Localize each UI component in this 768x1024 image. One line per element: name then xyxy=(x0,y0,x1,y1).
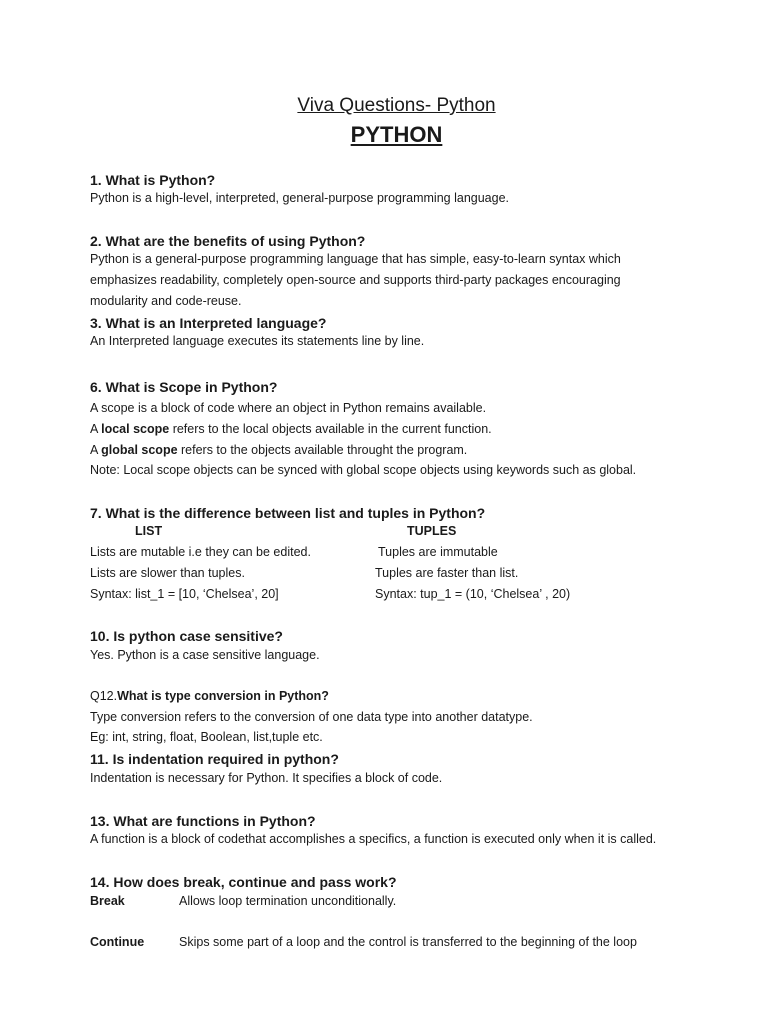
global-prefix: A xyxy=(90,443,102,457)
question-6: 6. What is Scope in Python? xyxy=(90,379,278,395)
tuple-row-1: Tuples are immutable xyxy=(378,545,498,559)
list-row-3: Syntax: list_1 = [10, ‘Chelsea’, 20] xyxy=(90,587,279,601)
tuple-row-3: Syntax: tup_1 = (10, ‘Chelsea’ , 20) xyxy=(375,587,571,601)
break-definition: Allows loop termination unconditionally. xyxy=(179,894,397,908)
question-12 xyxy=(90,689,329,703)
answer-6-global-scope xyxy=(90,443,467,457)
question-12-prefix: Q12. xyxy=(90,689,118,703)
tuple-row-2: Tuples are faster than list. xyxy=(375,566,519,580)
tuples-column-header: TUPLES xyxy=(407,524,457,538)
answer-1: Python is a high-level, interpreted, general-purpose programming language. xyxy=(90,191,510,205)
question-11: 11. Is indentation required in python? xyxy=(90,751,339,767)
answer-2-line-1: Python is a general-purpose programming language that has simple, easy-to-learn syntax which xyxy=(90,252,621,266)
list-row-2: Lists are slower than tuples. xyxy=(90,566,245,580)
question-10: 10. Is python case sensitive? xyxy=(90,628,283,644)
answer-12-line-1: Type conversion refers to the conversion of one data type into another datatype. xyxy=(90,710,533,724)
global-scope-desc: refers to the objects available throught the program. xyxy=(177,443,468,457)
question-3: 3. What is an Interpreted language? xyxy=(90,315,327,331)
answer-6-local-scope xyxy=(90,422,492,436)
continue-term: Continue xyxy=(90,935,145,949)
answer-2-line-2: emphasizes readability, completely open-source and supports third-party packages encouraging xyxy=(90,273,621,287)
question-13: 13. What are functions in Python? xyxy=(90,813,316,829)
answer-10: Yes. Python is a case sensitive language. xyxy=(90,648,320,662)
list-row-1: Lists are mutable i.e they can be edited. xyxy=(90,545,311,559)
global-scope-term: global scope xyxy=(101,443,178,457)
question-7: 7. What is the difference between list and tuples in Python? xyxy=(90,505,486,521)
answer-13: A function is a block of codethat accomplishes a specifics, a function is executed only when it is called. xyxy=(90,832,657,846)
document-subtitle: PYTHON xyxy=(350,122,443,147)
local-scope-desc: refers to the local objects available in the current function. xyxy=(169,422,492,436)
list-column-header: LIST xyxy=(135,524,163,538)
question-14: 14. How does break, continue and pass work? xyxy=(90,874,397,890)
answer-11: Indentation is necessary for Python. It specifies a block of code. xyxy=(90,771,443,785)
local-prefix: A xyxy=(90,422,102,436)
answer-6-line-1: A scope is a block of code where an object in Python remains available. xyxy=(90,401,487,415)
answer-12-line-2: Eg: int, string, float, Boolean, list,tuple etc. xyxy=(90,730,323,744)
question-2: 2. What are the benefits of using Python? xyxy=(90,233,366,249)
local-scope-term: local scope xyxy=(101,422,170,436)
continue-definition: Skips some part of a loop and the control is transferred to the beginning of the loop xyxy=(179,935,637,949)
question-12-text: What is type conversion in Python? xyxy=(117,689,329,703)
document-title: Viva Questions- Python xyxy=(297,95,496,116)
answer-3: An Interpreted language executes its statements line by line. xyxy=(90,334,425,348)
answer-6-note: Note: Local scope objects can be synced with global scope objects using keywords such as global. xyxy=(90,463,637,477)
answer-2-line-3: modularity and code-reuse. xyxy=(90,294,242,308)
question-1: 1. What is Python? xyxy=(90,172,216,188)
break-term: Break xyxy=(90,894,125,908)
